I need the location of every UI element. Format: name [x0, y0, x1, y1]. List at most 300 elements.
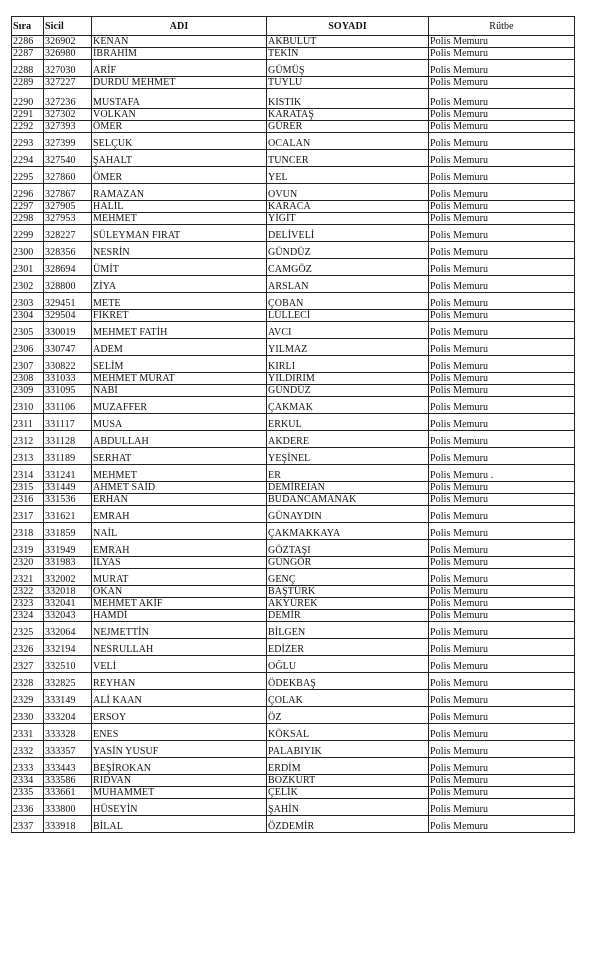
- table-row: [12, 639, 575, 656]
- cell-soyadi: ÖDEKBAŞ: [267, 673, 429, 690]
- cell-adi: EMRAH: [92, 506, 267, 523]
- cell-adi: ŞAHALT: [92, 150, 267, 167]
- cell-rutbe: Polis Memuru: [429, 639, 575, 656]
- cell-sicil: 333800: [44, 799, 92, 816]
- cell-rutbe: Polis Memuru: [429, 121, 575, 133]
- cell-adi: HAMDİ: [92, 610, 267, 622]
- cell-rutbe: Polis Memuru: [429, 494, 575, 506]
- cell-sicil: 327399: [44, 133, 92, 150]
- cell-sicil: 331241: [44, 465, 92, 482]
- cell-rutbe: Polis Memuru: [429, 36, 575, 48]
- cell-soyadi: GÜNDÜZ: [267, 385, 429, 397]
- cell-adi: İBRAHİM: [92, 48, 267, 60]
- cell-sicil: 332510: [44, 656, 92, 673]
- cell-sicil: 331949: [44, 540, 92, 557]
- cell-sira: 2330: [12, 707, 44, 724]
- cell-soyadi: KISTIK: [267, 89, 429, 109]
- cell-rutbe: Polis Memuru: [429, 48, 575, 60]
- table-row: [12, 523, 575, 540]
- header-soyadi: SOYADI: [267, 17, 429, 36]
- cell-sira: 2319: [12, 540, 44, 557]
- cell-sicil: 333204: [44, 707, 92, 724]
- cell-adi: ARİF: [92, 60, 267, 77]
- cell-adi: HALİL: [92, 201, 267, 213]
- table-row: [12, 690, 575, 707]
- table-row: [12, 816, 575, 833]
- header-sira: Sıra: [12, 17, 44, 36]
- table-row: [12, 150, 575, 167]
- cell-soyadi: BUDANCAMANAK: [267, 494, 429, 506]
- cell-adi: ENES: [92, 724, 267, 741]
- cell-sicil: 326902: [44, 36, 92, 48]
- cell-soyadi: BAŞTÜRK: [267, 586, 429, 598]
- cell-sira: 2336: [12, 799, 44, 816]
- cell-sira: 2292: [12, 121, 44, 133]
- cell-sira: 2318: [12, 523, 44, 540]
- table-row: [12, 225, 575, 242]
- cell-adi: AHMET SAİD: [92, 482, 267, 494]
- cell-adi: MURAT: [92, 569, 267, 586]
- cell-soyadi: PALABIYIK: [267, 741, 429, 758]
- cell-rutbe: Polis Memuru: [429, 322, 575, 339]
- cell-adi: RAMAZAN: [92, 184, 267, 201]
- cell-rutbe: Polis Memuru: [429, 339, 575, 356]
- table-row: [12, 494, 575, 506]
- cell-sicil: 327393: [44, 121, 92, 133]
- cell-sicil: 332002: [44, 569, 92, 586]
- table-row: [12, 622, 575, 639]
- cell-rutbe: Polis Memuru: [429, 201, 575, 213]
- table-row: [12, 758, 575, 775]
- cell-adi: BİLAL: [92, 816, 267, 833]
- cell-sicil: 327227: [44, 77, 92, 89]
- cell-sicil: 331033: [44, 373, 92, 385]
- cell-sira: 2325: [12, 622, 44, 639]
- cell-sicil: 333918: [44, 816, 92, 833]
- cell-soyadi: YİĞİT: [267, 213, 429, 225]
- cell-soyadi: GENÇ: [267, 569, 429, 586]
- cell-rutbe: Polis Memuru: [429, 150, 575, 167]
- table-row: [12, 724, 575, 741]
- cell-adi: SELÇUK: [92, 133, 267, 150]
- cell-sicil: 326980: [44, 48, 92, 60]
- table-row: [12, 799, 575, 816]
- table-row: [12, 121, 575, 133]
- cell-rutbe: Polis Memuru: [429, 673, 575, 690]
- cell-sicil: 333443: [44, 758, 92, 775]
- table-row: [12, 77, 575, 89]
- cell-sira: 2296: [12, 184, 44, 201]
- cell-soyadi: OVUN: [267, 184, 429, 201]
- cell-soyadi: GÜNGÖR: [267, 557, 429, 569]
- cell-adi: NEJMETTİN: [92, 622, 267, 639]
- cell-rutbe: Polis Memuru: [429, 523, 575, 540]
- cell-sira: 2317: [12, 506, 44, 523]
- cell-rutbe: Polis Memuru: [429, 799, 575, 816]
- cell-adi: VOLKAN: [92, 109, 267, 121]
- cell-soyadi: EDİZER: [267, 639, 429, 656]
- cell-adi: İLYAS: [92, 557, 267, 569]
- cell-sicil: 327953: [44, 213, 92, 225]
- cell-adi: NESRİN: [92, 242, 267, 259]
- cell-adi: MEHMET FATİH: [92, 322, 267, 339]
- cell-rutbe: Polis Memuru: [429, 610, 575, 622]
- cell-soyadi: TUNCER: [267, 150, 429, 167]
- cell-sira: 2307: [12, 356, 44, 373]
- cell-sicil: 333586: [44, 775, 92, 787]
- cell-sira: 2294: [12, 150, 44, 167]
- table-row: [12, 167, 575, 184]
- cell-sira: 2287: [12, 48, 44, 60]
- cell-rutbe: Polis Memuru: [429, 431, 575, 448]
- cell-adi: VELİ: [92, 656, 267, 673]
- cell-sira: 2291: [12, 109, 44, 121]
- cell-sira: 2326: [12, 639, 44, 656]
- cell-adi: MUHAMMET: [92, 787, 267, 799]
- table-row: [12, 673, 575, 690]
- cell-rutbe: Polis Memuru: [429, 293, 575, 310]
- cell-adi: SÜLEYMAN FIRAT: [92, 225, 267, 242]
- table-row: [12, 276, 575, 293]
- table-row: [12, 60, 575, 77]
- cell-sicil: 327860: [44, 167, 92, 184]
- cell-adi: MEHMET MURAT: [92, 373, 267, 385]
- cell-sira: 2312: [12, 431, 44, 448]
- cell-soyadi: DELİVELİ: [267, 225, 429, 242]
- cell-sicil: 332194: [44, 639, 92, 656]
- cell-sira: 2301: [12, 259, 44, 276]
- cell-sicil: 329451: [44, 293, 92, 310]
- cell-sicil: 328800: [44, 276, 92, 293]
- cell-rutbe: Polis Memuru: [429, 622, 575, 639]
- cell-sira: 2321: [12, 569, 44, 586]
- table-row: [12, 540, 575, 557]
- table-row: [12, 109, 575, 121]
- cell-sira: 2320: [12, 557, 44, 569]
- cell-sira: 2308: [12, 373, 44, 385]
- cell-soyadi: AKDERE: [267, 431, 429, 448]
- cell-sira: 2335: [12, 787, 44, 799]
- cell-sira: 2328: [12, 673, 44, 690]
- cell-sicil: 327867: [44, 184, 92, 201]
- cell-sira: 2290: [12, 89, 44, 109]
- cell-rutbe: Polis Memuru: [429, 356, 575, 373]
- table-row: [12, 586, 575, 598]
- cell-adi: MEHMET: [92, 213, 267, 225]
- cell-soyadi: ERKUL: [267, 414, 429, 431]
- cell-sicil: 332064: [44, 622, 92, 639]
- cell-soyadi: KARACA: [267, 201, 429, 213]
- table-row: [12, 89, 575, 109]
- cell-adi: MUSTAFA: [92, 89, 267, 109]
- cell-sira: 2332: [12, 741, 44, 758]
- cell-sira: 2289: [12, 77, 44, 89]
- cell-soyadi: GÜNAYDIN: [267, 506, 429, 523]
- header-rutbe: Rütbe: [429, 17, 575, 36]
- cell-rutbe: Polis Memuru: [429, 373, 575, 385]
- cell-sira: 2310: [12, 397, 44, 414]
- cell-sicil: 331983: [44, 557, 92, 569]
- table-row: [12, 133, 575, 150]
- table-row: [12, 506, 575, 523]
- cell-sicil: 329504: [44, 310, 92, 322]
- cell-sicil: 331189: [44, 448, 92, 465]
- cell-rutbe: Polis Memuru: [429, 741, 575, 758]
- cell-rutbe: Polis Memuru: [429, 724, 575, 741]
- cell-sira: 2311: [12, 414, 44, 431]
- cell-adi: YASİN YUSUF: [92, 741, 267, 758]
- table-row: [12, 482, 575, 494]
- cell-sicil: 332041: [44, 598, 92, 610]
- cell-soyadi: OCALAN: [267, 133, 429, 150]
- cell-adi: METE: [92, 293, 267, 310]
- cell-rutbe: Polis Memuru: [429, 540, 575, 557]
- cell-soyadi: TUYLU: [267, 77, 429, 89]
- cell-rutbe: Polis Memuru: [429, 109, 575, 121]
- cell-rutbe: Polis Memuru: [429, 242, 575, 259]
- cell-sira: 2331: [12, 724, 44, 741]
- cell-sira: 2288: [12, 60, 44, 77]
- cell-sicil: 332043: [44, 610, 92, 622]
- cell-sicil: 327236: [44, 89, 92, 109]
- cell-soyadi: ÖZ: [267, 707, 429, 724]
- cell-sicil: 331117: [44, 414, 92, 431]
- cell-rutbe: Polis Memuru: [429, 816, 575, 833]
- cell-adi: DURDU MEHMET: [92, 77, 267, 89]
- cell-sira: 2322: [12, 586, 44, 598]
- table-row: [12, 656, 575, 673]
- cell-adi: ÖMER: [92, 167, 267, 184]
- cell-adi: ÖMER: [92, 121, 267, 133]
- cell-adi: HÜSEYİN: [92, 799, 267, 816]
- cell-sicil: 333328: [44, 724, 92, 741]
- cell-sira: 2327: [12, 656, 44, 673]
- cell-sira: 2334: [12, 775, 44, 787]
- cell-rutbe: Polis Memuru: [429, 184, 575, 201]
- cell-soyadi: CAMGÖZ: [267, 259, 429, 276]
- cell-sicil: 330019: [44, 322, 92, 339]
- cell-rutbe: Polis Memuru: [429, 569, 575, 586]
- cell-sira: 2324: [12, 610, 44, 622]
- cell-rutbe: Polis Memuru: [429, 506, 575, 523]
- cell-adi: NAİL: [92, 523, 267, 540]
- cell-sira: 2298: [12, 213, 44, 225]
- cell-soyadi: AKYÜREK: [267, 598, 429, 610]
- table-row: [12, 36, 575, 48]
- cell-sira: 2300: [12, 242, 44, 259]
- table-row: [12, 356, 575, 373]
- cell-soyadi: YEŞİNEL: [267, 448, 429, 465]
- cell-soyadi: GÖZTAŞI: [267, 540, 429, 557]
- cell-soyadi: GÜMÜŞ: [267, 60, 429, 77]
- cell-sira: 2305: [12, 322, 44, 339]
- cell-soyadi: KÖKSAL: [267, 724, 429, 741]
- cell-adi: SELİM: [92, 356, 267, 373]
- cell-soyadi: OĞLU: [267, 656, 429, 673]
- cell-rutbe: Polis Memuru: [429, 60, 575, 77]
- cell-sira: 2337: [12, 816, 44, 833]
- table-row: [12, 598, 575, 610]
- cell-sira: 2297: [12, 201, 44, 213]
- cell-soyadi: ERDİM: [267, 758, 429, 775]
- cell-soyadi: DEMİR: [267, 610, 429, 622]
- cell-rutbe: Polis Memuru: [429, 89, 575, 109]
- cell-adi: MEHMET AKİF: [92, 598, 267, 610]
- cell-sira: 2304: [12, 310, 44, 322]
- cell-adi: NESRULLAH: [92, 639, 267, 656]
- cell-sicil: 331106: [44, 397, 92, 414]
- cell-soyadi: TEKİN: [267, 48, 429, 60]
- cell-sicil: 333661: [44, 787, 92, 799]
- header-adi: ADI: [92, 17, 267, 36]
- cell-rutbe: Polis Memuru: [429, 167, 575, 184]
- cell-sicil: 331859: [44, 523, 92, 540]
- cell-rutbe: Polis Memuru: [429, 482, 575, 494]
- cell-sicil: 328694: [44, 259, 92, 276]
- cell-sicil: 331449: [44, 482, 92, 494]
- cell-rutbe: Polis Memuru: [429, 586, 575, 598]
- cell-rutbe: Polis Memuru: [429, 656, 575, 673]
- table-row: [12, 293, 575, 310]
- table-row: [12, 242, 575, 259]
- table-row: [12, 397, 575, 414]
- cell-rutbe: Polis Memuru: [429, 690, 575, 707]
- cell-rutbe: Polis Memuru: [429, 385, 575, 397]
- cell-soyadi: ÖZDEMİR: [267, 816, 429, 833]
- cell-sicil: 331095: [44, 385, 92, 397]
- cell-sira: 2286: [12, 36, 44, 48]
- cell-soyadi: DEMİREIAN: [267, 482, 429, 494]
- table-row: [12, 201, 575, 213]
- cell-sira: 2302: [12, 276, 44, 293]
- cell-soyadi: BOZKURT: [267, 775, 429, 787]
- table-row: [12, 610, 575, 622]
- cell-adi: ALİ KAAN: [92, 690, 267, 707]
- cell-sicil: 332018: [44, 586, 92, 598]
- cell-soyadi: BİLGEN: [267, 622, 429, 639]
- cell-sira: 2309: [12, 385, 44, 397]
- cell-sira: 2329: [12, 690, 44, 707]
- table-row: [12, 465, 575, 482]
- cell-rutbe: Polis Memuru: [429, 213, 575, 225]
- cell-rutbe: Polis Memuru: [429, 598, 575, 610]
- cell-sira: 2303: [12, 293, 44, 310]
- cell-sira: 2306: [12, 339, 44, 356]
- table-row: [12, 775, 575, 787]
- cell-sicil: 327905: [44, 201, 92, 213]
- cell-adi: OKAN: [92, 586, 267, 598]
- table-row: [12, 259, 575, 276]
- cell-adi: MUZAFFER: [92, 397, 267, 414]
- cell-adi: ZİYA: [92, 276, 267, 293]
- cell-soyadi: ÇAKMAKKAYA: [267, 523, 429, 540]
- cell-rutbe: Polis Memuru: [429, 133, 575, 150]
- cell-soyadi: GÜRER: [267, 121, 429, 133]
- cell-rutbe: Polis Memuru: [429, 448, 575, 465]
- cell-rutbe: Polis Memuru: [429, 276, 575, 293]
- cell-sicil: 333149: [44, 690, 92, 707]
- personnel-table: [11, 16, 575, 833]
- cell-rutbe: Polis Memuru: [429, 787, 575, 799]
- table-row: [12, 557, 575, 569]
- table-row: [12, 373, 575, 385]
- cell-rutbe: Polis Memuru: [429, 557, 575, 569]
- cell-adi: BEŞİROKAN: [92, 758, 267, 775]
- cell-rutbe: Polis Memuru: [429, 225, 575, 242]
- cell-sicil: 331128: [44, 431, 92, 448]
- table-row: [12, 414, 575, 431]
- cell-adi: ABDULLAH: [92, 431, 267, 448]
- cell-soyadi: KARATAŞ: [267, 109, 429, 121]
- cell-adi: RIDVAN: [92, 775, 267, 787]
- cell-adi: MEHMET: [92, 465, 267, 482]
- cell-rutbe: Polis Memuru: [429, 310, 575, 322]
- cell-sicil: 327540: [44, 150, 92, 167]
- cell-rutbe: Polis Memuru: [429, 259, 575, 276]
- cell-sicil: 330822: [44, 356, 92, 373]
- cell-sicil: 330747: [44, 339, 92, 356]
- cell-soyadi: ÇELİK: [267, 787, 429, 799]
- header-sicil: Sicil: [44, 17, 92, 36]
- cell-rutbe: Polis Memuru: [429, 397, 575, 414]
- cell-rutbe: Polis Memuru: [429, 414, 575, 431]
- cell-soyadi: ER: [267, 465, 429, 482]
- table-row: [12, 339, 575, 356]
- cell-sira: 2299: [12, 225, 44, 242]
- table-row: [12, 213, 575, 225]
- cell-sicil: 327030: [44, 60, 92, 77]
- table-row: [12, 322, 575, 339]
- cell-adi: ADEM: [92, 339, 267, 356]
- cell-adi: KENAN: [92, 36, 267, 48]
- table-row: [12, 448, 575, 465]
- cell-rutbe: Polis Memuru: [429, 775, 575, 787]
- table-row: [12, 787, 575, 799]
- cell-sira: 2314: [12, 465, 44, 482]
- cell-soyadi: GÜNDÜZ: [267, 242, 429, 259]
- cell-adi: SERHAT: [92, 448, 267, 465]
- cell-adi: ÜMİT: [92, 259, 267, 276]
- cell-soyadi: YILMAZ: [267, 339, 429, 356]
- cell-sicil: 328356: [44, 242, 92, 259]
- cell-soyadi: ARSLAN: [267, 276, 429, 293]
- cell-adi: ERHAN: [92, 494, 267, 506]
- cell-sira: 2295: [12, 167, 44, 184]
- cell-rutbe: Polis Memuru: [429, 707, 575, 724]
- cell-sira: 2315: [12, 482, 44, 494]
- cell-soyadi: ÇOBAN: [267, 293, 429, 310]
- table-row: [12, 385, 575, 397]
- cell-soyadi: AVCI: [267, 322, 429, 339]
- cell-adi: NABİ: [92, 385, 267, 397]
- cell-sicil: 331621: [44, 506, 92, 523]
- cell-sicil: 328227: [44, 225, 92, 242]
- table-row: [12, 707, 575, 724]
- cell-soyadi: LÜLLECİ: [267, 310, 429, 322]
- cell-adi: FİKRET: [92, 310, 267, 322]
- cell-adi: MUSA: [92, 414, 267, 431]
- table-row: [12, 184, 575, 201]
- cell-rutbe: Polis Memuru: [429, 758, 575, 775]
- table-row: [12, 431, 575, 448]
- cell-sicil: 327302: [44, 109, 92, 121]
- cell-soyadi: YEL: [267, 167, 429, 184]
- cell-sira: 2333: [12, 758, 44, 775]
- cell-soyadi: YILDIRIM: [267, 373, 429, 385]
- cell-sicil: 333357: [44, 741, 92, 758]
- table-row: [12, 569, 575, 586]
- cell-sicil: 332825: [44, 673, 92, 690]
